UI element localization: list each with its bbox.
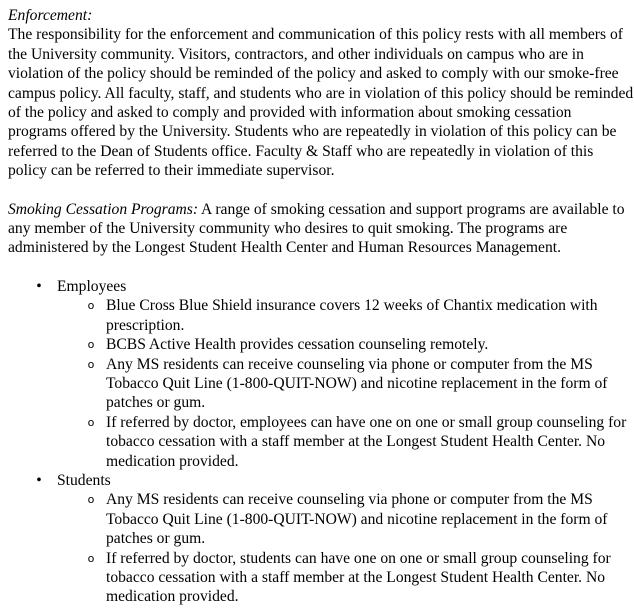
programs-list	[8, 277, 634, 607]
list-item-text: BCBS Active Health provides cessation counseling remotely.	[106, 336, 489, 354]
bullet-dot-icon: •	[36, 471, 42, 489]
list-item	[89, 335, 634, 354]
list-item-text: Any MS residents can receive counseling via phone or computer from the MS Tobacco Quit Line (1-800-QUIT-NOW) and nicotine replacement in the form of patches or gum.	[106, 491, 608, 548]
list-spacer	[8, 258, 634, 277]
list-item	[89, 413, 634, 471]
enforcement-paragraph: The responsibility for the enforcement and communication of this policy rests with all members of the University community. Visitors, contractors, and other individuals on campus who are in violation of the policy should be reminded of the policy and asked to comply with our smoke-free campus policy. All faculty, staff, and students who are in violation of this policy should be reminded of the policy and asked to comply and provided with information about smoking cessation programs offered by the University. Students who are repeatedly in violation of this policy can be referred to the Dean of Students office. Faculty & Staff who are repeatedly in violation of this policy can be referred to their immediate supervisor.	[8, 26, 634, 180]
list-item	[89, 296, 634, 335]
list-item-text: If referred by doctor, employees can have one on one or small group counseling for tobacco cessation with a staff member at the Longest Student Health Center. No medication provided.	[106, 413, 627, 470]
cessation-text: A range of smoking cessation and support programs are available to any member of the University community who desires to quit smoking. The programs are administered by the Longest Student Health Center and Human Resources Management.	[8, 200, 625, 257]
group-students	[8, 471, 634, 607]
list-item-text: If referred by doctor, students can have one on one or small group counseling for tobacco cessation with a staff member at the Longest Student Health Center. No medication provided.	[106, 549, 611, 606]
section-spacer	[8, 181, 634, 200]
students-sublist	[89, 490, 634, 606]
cessation-paragraph	[8, 200, 634, 258]
bullet-dot-icon: •	[36, 277, 42, 295]
cessation-lead: Smoking Cessation Programs:	[8, 200, 199, 218]
enforcement-heading: Enforcement:	[8, 7, 93, 24]
group-label: Employees	[57, 277, 127, 295]
list-item	[89, 490, 634, 548]
list-item-text: Any MS residents can receive counseling via phone or computer from the MS Tobacco Quit Line (1-800-QUIT-NOW) and nicotine replacement in the form of patches or gum.	[106, 355, 608, 412]
employees-sublist	[89, 296, 634, 471]
group-employees	[8, 277, 634, 471]
bullet-circle-icon: o	[87, 493, 95, 507]
list-item-text: Blue Cross Blue Shield insurance covers 12 weeks of Chantix medication with prescription.	[106, 297, 598, 334]
bullet-circle-icon: o	[87, 299, 95, 313]
list-item	[89, 355, 634, 413]
group-label: Students	[57, 471, 111, 489]
bullet-circle-icon: o	[87, 338, 95, 352]
bullet-circle-icon: o	[87, 551, 95, 565]
bullet-circle-icon: o	[87, 415, 95, 429]
list-item	[89, 549, 634, 607]
bullet-circle-icon: o	[87, 357, 95, 371]
